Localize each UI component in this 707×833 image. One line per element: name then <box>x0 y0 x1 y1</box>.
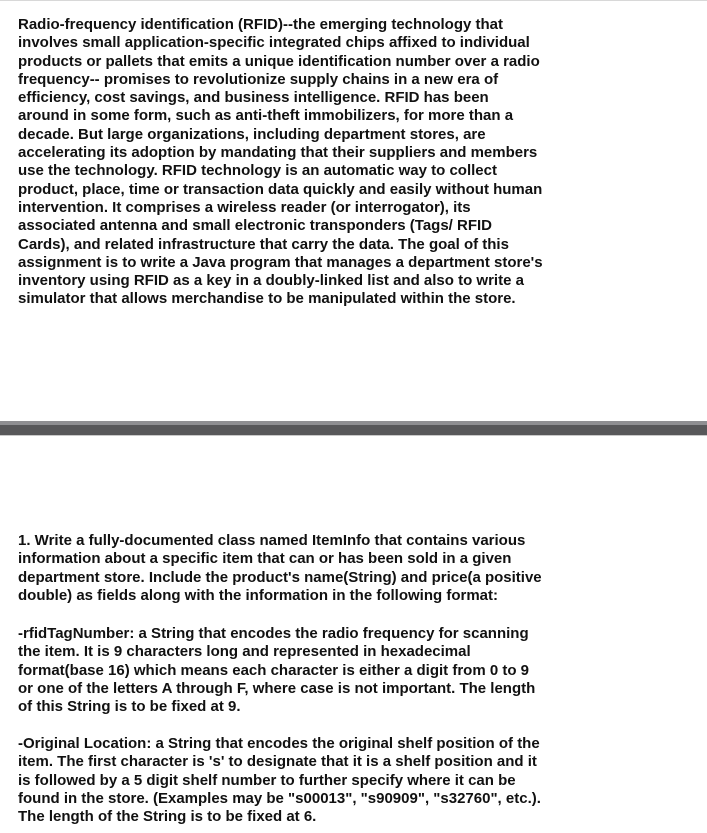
location-line: found in the store. (Examples may be "s00013", "s90909", "s32760", etc.). <box>18 789 541 807</box>
location-line: -Original Location: a String that encodes the original shelf position of the <box>18 735 540 752</box>
rfid-line: the item. It is 9 characters long and represented in hexadecimal <box>18 643 471 661</box>
intro-line: use the technology. RFID technology is an automatic way to collect <box>18 162 497 180</box>
intro-line: around in some form, such as anti-theft immobilizers, for more than a <box>18 107 514 125</box>
intro-line: associated antenna and small electronic transponders (Tags/ RFID <box>18 217 493 235</box>
intro-line: involves small application-specific integrated chips affixed to individual <box>18 34 530 52</box>
intro-line: Cards), and related infrastructure that carry the data. The goal of this <box>18 235 509 253</box>
intro-line: inventory using RFID as a key in a doubly-linked list and also to write a <box>18 272 524 290</box>
intro-line: products or pallets that emits a unique identification number over a radio <box>18 52 540 70</box>
rfid-line: -rfidTagNumber: a String that encodes the radio frequency for scanning <box>18 625 529 642</box>
page-divider <box>0 421 707 435</box>
task-line: double) as fields along with the information in the following format: <box>18 586 498 604</box>
page-divider-highlight <box>0 421 707 425</box>
intro-line: efficiency, cost savings, and business intelligence. RFID has been <box>18 89 489 107</box>
intro-line: frequency-- promises to revolutionize supply chains in a new era of <box>18 70 499 88</box>
intro-line: product, place, time or transaction data quickly and easily without human <box>18 180 543 198</box>
task-line: information about a specific item that can or has been sold in a given <box>18 550 512 568</box>
rfid-line: of this String is to be fixed at 9. <box>18 698 241 716</box>
task-paragraph <box>18 532 688 605</box>
intro-line: assignment is to write a Java program that manages a department store's <box>18 253 543 271</box>
task-line: department store. Include the product's name(String) and price(a positive <box>18 568 542 586</box>
intro-paragraph <box>18 16 688 309</box>
intro-line: intervention. It comprises a wireless reader (or interrogator), its <box>18 198 471 216</box>
location-line: is followed by a 5 digit shelf number to further specify where it can be <box>18 771 516 789</box>
task-line: 1. Write a fully-documented class named ItemInfo that contains various <box>18 532 526 549</box>
rfid-line: format(base 16) which means each character is either a digit from 0 to 9 <box>18 661 530 679</box>
intro-line: simulator that allows merchandise to be manipulated within the store. <box>18 290 516 308</box>
intro-line: Radio-frequency identification (RFID)--the emerging technology that <box>18 16 504 33</box>
intro-line: accelerating its adoption by mandating that their suppliers and members <box>18 144 538 162</box>
rfid-tag-number-paragraph <box>18 625 688 716</box>
location-line: The length of the String is to be fixed at 6. <box>18 808 317 826</box>
location-line: item. The first character is 's' to designate that it is a shelf position and it <box>18 753 537 771</box>
original-location-paragraph <box>18 735 688 826</box>
rfid-line: or one of the letters A through F, where case is not important. The length <box>18 679 536 697</box>
intro-line: decade. But large organizations, including department stores, are <box>18 125 486 143</box>
